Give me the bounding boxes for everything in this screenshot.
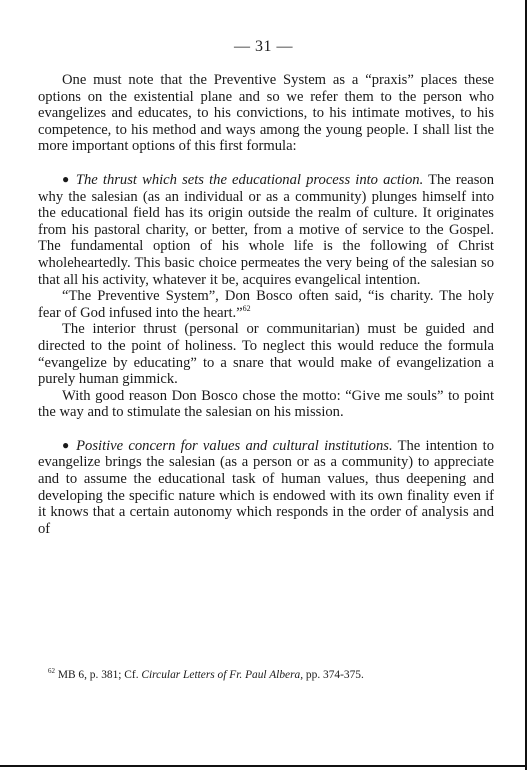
paragraph-interior-thrust — [38, 321, 494, 387]
bullet-dot: ● — [62, 437, 71, 452]
page-number: — 31 — — [234, 38, 293, 55]
body-text — [38, 72, 494, 537]
footnote-cited-title: Circular Letters of Fr. Paul Albera, — [141, 669, 304, 681]
bullet-dot: ● — [62, 171, 71, 186]
footnote-text: MB 6, p. 381; Cf. — [55, 669, 142, 681]
footnote-number: 62 — [48, 667, 55, 676]
paragraph-text: With good reason Don Bosco chose the motto: “Give me souls” to point the way and to stimulate the salesian on his mission. — [38, 387, 494, 421]
paragraph-text: The reason why the salesian (as an individual or as a community) plunges himself into the educational field has its origin outside the realm of culture. It originates from his pastoral charity, or better, from a motive of service to the Gospel. The fundamental option of his whole life is the following of Christ wholeheartedly. This basic choice permeates the very being of the salesian so that all his activity, whatever it be, acquires evangelical intention. — [38, 171, 495, 288]
paragraph-text: One must note that the Preventive System as a “praxis” places these options on the existential plane and so we refer them to the person who evangelizes and educates, to his convictions, to his intimate motives, to his competence, to his method and ways among the young people. I shall list the more important options of this first formula: — [38, 72, 494, 155]
scan-edge-bottom — [0, 765, 527, 767]
section-lead-thrust: The thrust which sets the educational process into action. — [75, 171, 424, 188]
paragraph-options-intro — [38, 72, 494, 155]
paragraph-quote-charity — [38, 288, 494, 321]
paragraph-thrust — [38, 172, 494, 288]
paragraph-text: The interior thrust (personal or communitarian) must be guided and directed to the point of holiness. To neglect this would reduce the formula “evangelize by educating” to a snare that would make of evangelization a purely human gimmick. — [38, 321, 494, 388]
footnote-reference: 62 — [242, 303, 251, 313]
footnote-text: pp. 374-375. — [303, 669, 364, 681]
footnote — [38, 668, 494, 682]
section-lead-values: Positive concern for values and cultural institutions. — [76, 437, 393, 454]
paragraph-motto — [38, 388, 494, 421]
paragraph-text: The intention to evangelize brings the salesian (as a person or as a community) to appreciate and to assume the educational task of human values, thus deepening and developing the specific nature which is endowed with its own finality even if it knows that a certain autonomy which responds in the order of analysis and of — [38, 437, 495, 537]
paragraph-positive-concern — [38, 438, 494, 538]
paragraph-text: “The Preventive System”, Don Bosco often said, “is charity. The holy fear of God infused into the heart.” — [38, 288, 494, 321]
